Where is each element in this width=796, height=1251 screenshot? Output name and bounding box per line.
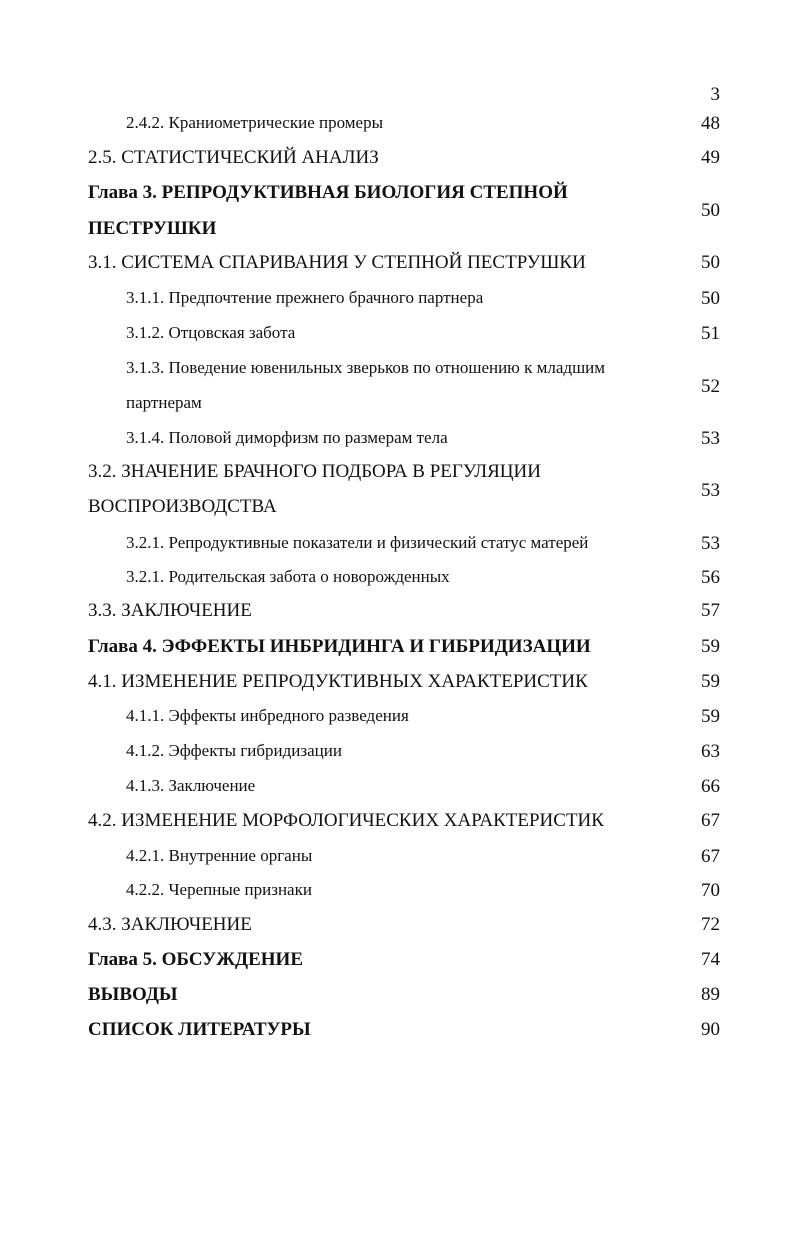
toc-entry-page: 59	[701, 706, 720, 727]
toc-entry-title: 2.4.2. Краниометрические промеры	[126, 113, 384, 132]
toc-entry-title: 4.3. ЗАКЛЮЧЕНИЕ	[88, 914, 252, 935]
toc-entry-page: 53	[701, 428, 720, 449]
toc-entry-title: ВЫВОДЫ	[88, 984, 178, 1005]
toc-entry-page: 51	[701, 323, 720, 344]
toc-entry-page: 53	[701, 533, 720, 554]
toc-entry-page: 57	[701, 600, 720, 621]
toc-entry-page: 50	[701, 200, 720, 221]
toc-entry-page: 90	[701, 1019, 720, 1040]
toc-entry-title-continued: ВОСПРОИЗВОДСТВА	[88, 496, 277, 517]
toc-entry-title: СПИСОК ЛИТЕРАТУРЫ	[88, 1019, 311, 1040]
toc-entry-title: 3.3. ЗАКЛЮЧЕНИЕ	[88, 600, 252, 621]
toc-entry-title: 4.1.1. Эффекты инбредного разведения	[126, 706, 409, 725]
toc-entry-page: 70	[701, 880, 720, 901]
toc-entry-title: 4.1.3. Заключение	[126, 776, 256, 795]
toc-entry-title: 3.1.2. Отцовская забота	[126, 323, 296, 342]
toc-entry-page: 50	[701, 288, 720, 309]
toc-entry-page: 56	[701, 567, 720, 588]
toc-entry-title: Глава 3. РЕПРОДУКТИВНАЯ БИОЛОГИЯ СТЕПНОЙ	[88, 182, 568, 203]
toc-entry-title: 4.2.2. Черепные признаки	[126, 880, 312, 899]
toc-entry-page: 89	[701, 984, 720, 1005]
toc-entry-page: 53	[701, 480, 720, 501]
toc-entry-title: 3.2.1. Репродуктивные показатели и физический статус матерей	[126, 533, 589, 552]
toc-entry-page: 67	[701, 846, 720, 867]
toc-entry-page: 52	[701, 376, 720, 397]
toc-entry-page: 63	[701, 741, 720, 762]
toc-entry-title: 3.2. ЗНАЧЕНИЕ БРАЧНОГО ПОДБОРА В РЕГУЛЯЦИИ	[88, 461, 541, 482]
toc-entry-page: 59	[701, 636, 720, 657]
toc-entry-page: 74	[701, 949, 720, 970]
toc-entry-title: 3.1.1. Предпочтение прежнего брачного партнера	[126, 288, 484, 307]
toc-entry-title: 3.1. СИСТЕМА СПАРИВАНИЯ У СТЕПНОЙ ПЕСТРУШКИ	[88, 252, 586, 273]
toc-entry-page: 50	[701, 252, 720, 273]
toc-entry-page: 48	[701, 113, 720, 134]
toc-entry-page: 72	[701, 914, 720, 935]
toc-entry-title: Глава 5. ОБСУЖДЕНИЕ	[88, 949, 304, 970]
toc-entry-title-continued: ПЕСТРУШКИ	[88, 218, 217, 239]
page-number: 3	[710, 84, 720, 105]
toc-entry-title: 4.2. ИЗМЕНЕНИЕ МОРФОЛОГИЧЕСКИХ ХАРАКТЕРИСТИК	[88, 810, 604, 831]
toc-entry-title: 3.1.3. Поведение ювенильных зверьков по отношению к младшим	[126, 358, 606, 377]
toc-entry-page: 59	[701, 671, 720, 692]
toc-entry-title: 3.1.4. Половой диморфизм по размерам тела	[126, 428, 448, 447]
toc-entry-title: 4.2.1. Внутренние органы	[126, 846, 313, 865]
toc-entry-title: 3.2.1. Родительская забота о новорожденных	[126, 567, 450, 586]
toc-entry-title: Глава 4. ЭФФЕКТЫ ИНБРИДИНГА И ГИБРИДИЗАЦИИ	[88, 636, 591, 657]
toc-entry-title-continued: партнерам	[126, 393, 202, 412]
toc-entry-page: 67	[701, 810, 720, 831]
toc-entry-title: 2.5. СТАТИСТИЧЕСКИЙ АНАЛИЗ	[88, 147, 379, 168]
toc-entry-title: 4.1.2. Эффекты гибридизации	[126, 741, 342, 760]
toc-entry-page: 49	[701, 147, 720, 168]
toc-entry-title: 4.1. ИЗМЕНЕНИЕ РЕПРОДУКТИВНЫХ ХАРАКТЕРИСТИК	[88, 671, 588, 692]
toc-entry-page: 66	[701, 776, 720, 797]
